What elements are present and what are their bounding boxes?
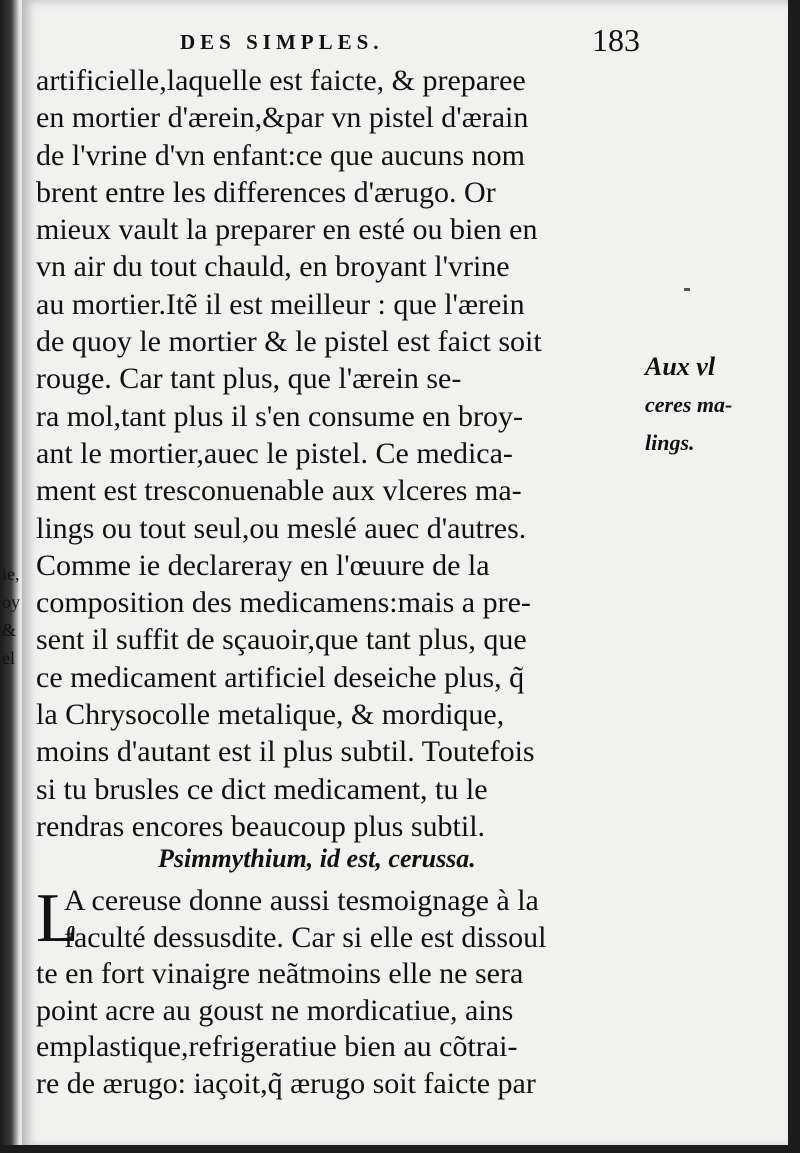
text-line: ce medicament artificiel deseiche plus, q̃ bbox=[36, 660, 525, 694]
text-line: faculté dessusdite. Car si elle est dissoul bbox=[64, 920, 547, 954]
text-line: au mortier.Itẽ il est meilleur : que l'ærein bbox=[36, 287, 525, 321]
text-line: vn air du tout chauld, en broyant l'vrine bbox=[36, 250, 510, 284]
text-line: en mortier d'ærein,&par vn pistel d'ærain bbox=[36, 101, 529, 135]
text-line: artificielle,laquelle est faicte, & preparee bbox=[36, 64, 526, 97]
text-line: brent entre les differences d'ærugo. Or bbox=[36, 175, 496, 209]
text-line: rendras encores beaucoup plus subtil. bbox=[36, 809, 486, 843]
text-line: de quoy le mortier & le pistel est faict soit bbox=[36, 325, 542, 359]
margin-note-line: lings. bbox=[645, 430, 695, 455]
text-line: moins d'autant est il plus subtil. Toutefois bbox=[36, 735, 535, 769]
text-line: A cereuse donne aussi tesmoignage à la bbox=[64, 884, 539, 917]
text-line: point acre au goust ne mordicatiue, ains bbox=[36, 993, 514, 1027]
main-text-block bbox=[36, 62, 636, 845]
text-line: ra mol,tant plus il s'en consume en broy- bbox=[36, 399, 523, 433]
fragment: ie, bbox=[2, 564, 20, 584]
margin-note-line: ceres ma- bbox=[645, 392, 733, 417]
margin-mark bbox=[684, 288, 690, 291]
margin-note-line: Aux vl bbox=[645, 352, 716, 381]
text-line: sent il suffit de sçauoir,que tant plus, que bbox=[36, 623, 527, 657]
text-line: te en fort vinaigre neãtmoins elle ne sera bbox=[36, 957, 524, 990]
page-edge-bottom bbox=[0, 1145, 800, 1153]
page-edge-right bbox=[788, 0, 800, 1153]
text-line: mieux vault la preparer en esté ou bien en bbox=[36, 213, 538, 247]
text-line: rouge. Car tant plus, que l'ærein se- bbox=[36, 362, 462, 396]
text-line: ant le mortier,auec le pistel. Ce medica- bbox=[36, 436, 513, 470]
page-number: 183 bbox=[592, 22, 640, 58]
marginal-note bbox=[645, 348, 775, 462]
text-line: lings ou tout seul,ou meslé auec d'autres. bbox=[36, 511, 527, 545]
text-line: de l'vrine d'vn enfant:ce que aucuns nom bbox=[36, 138, 525, 172]
drop-cap: L bbox=[36, 880, 79, 957]
text-line: composition des medicamens:mais a pre- bbox=[36, 586, 531, 620]
text-line: emplastique,refrigeratiue bien au cõtrai- bbox=[36, 1030, 518, 1063]
text-line: re de ærugo: iaçoit,q̃ ærugo soit faicte par bbox=[36, 1066, 536, 1100]
section-heading: Psimmythium, id est, cerussa. bbox=[158, 844, 476, 873]
text-line: si tu brusles ce dict medicament, tu le bbox=[36, 772, 488, 806]
page-header bbox=[180, 22, 640, 62]
text-line: la Chrysocolle metalique, & mordique, bbox=[36, 698, 505, 732]
fragment: oy bbox=[2, 592, 20, 612]
running-title: DES SIMPLES. bbox=[180, 30, 384, 54]
fragment: el bbox=[2, 648, 15, 668]
text-line: ment est tresconuenable aux vlceres ma- bbox=[36, 474, 522, 508]
text-line: Comme ie declareray en l'œuure de la bbox=[36, 548, 490, 582]
fragment: & bbox=[2, 620, 17, 640]
